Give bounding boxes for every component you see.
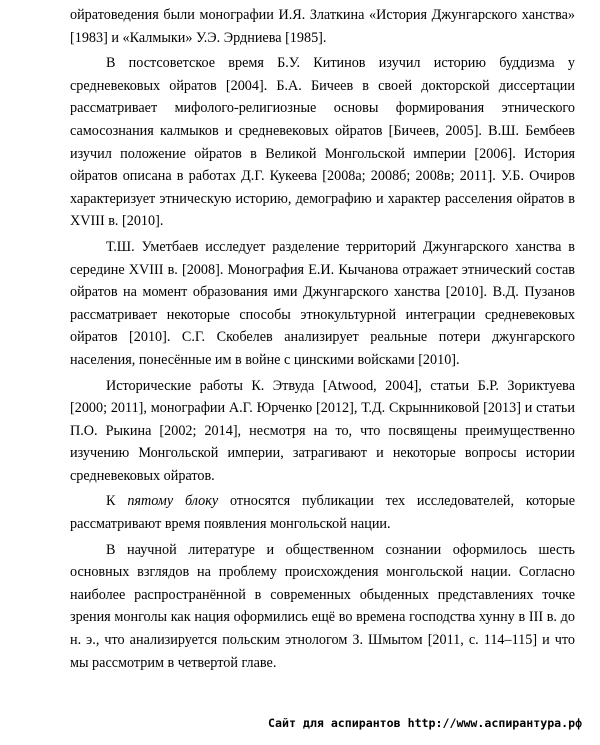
document-body	[70, 4, 575, 674]
paragraph-2: В постсоветское время Б.У. Китинов изучил историю буддизма у средневековых ойратов [2004]. Б.А. Бичеев в своей докторской диссертации рассматривает мифолого-религиозные основы формирования этнического самосознания калмыков и средневековых ойратов [Бичеев, 2005]. В.Ш. Бембеев изучил положение ойратов в Великой Монгольской империи [2006]. История ойратов описана в работах Д.Г. Кукеева [2008а; 2008б; 2008в; 2011]. У.Б. Очиров характеризует этническую историю, демографию и характер расселения ойратов в XVIII в. [2010].	[70, 55, 575, 230]
paragraph-5-rest: относятся публикации тех исследователей, которые рассматривают время появления монгольской нации.	[70, 493, 575, 533]
paragraph-5-lead: К	[106, 493, 128, 510]
paragraph-4: Исторические работы К. Этвуда [Atwood, 2004], статьи Б.Р. Зориктуева [2000; 2011], монографии А.Г. Юрченко [2012], Т.Д. Скрынниковой [2013] и статьи П.О. Рыкина [2002; 2014], несмотря на то, что посвящены преимущественно изучению Монгольской империи, затрагивают и некоторые вопросы истории средневековых ойратов.	[70, 377, 575, 484]
site-watermark: Сайт для аспирантов http://www.аспирантура.рф	[268, 716, 583, 730]
paragraph-3: Т.Ш. Уметбаев исследует разделение территорий Джунгарского ханства в середине XVIII в. [2008]. Монография Е.И. Кычанова отражает этнический состав ойратов на момент образования ими Джунгарского ханства [2010]. В.Д. Пузанов рассматривает некоторые способы этнокультурной интеграции средневековых ойратов [2010]. С.Г. Скобелев анализирует реальные потери джунгарского населения, понесённые им в войне с цинскими войсками [2010].	[70, 238, 575, 368]
paragraph-5	[70, 490, 575, 535]
emphasis-fifth-block: пятому блоку	[127, 493, 219, 510]
paragraph-6: В научной литературе и общественном сознании оформилось шесть основных взглядов на проблему происхождения монгольской нации. Согласно наиболее распространённой в современных обыденных представлениях точке зрения монголы как нация оформились ещё во времена господства хунну в III в. до н. э., что анализируется польским этнологом З. Шмытом [2011, с. 114–115] и что мы рассмотрим в четвертой главе.	[70, 541, 575, 671]
paragraph-1: ойратоведения были монографии И.Я. Златкина «История Джунгарского ханства» [1983] и «Калмыки» У.Э. Эрдниева [1985].	[70, 7, 575, 46]
